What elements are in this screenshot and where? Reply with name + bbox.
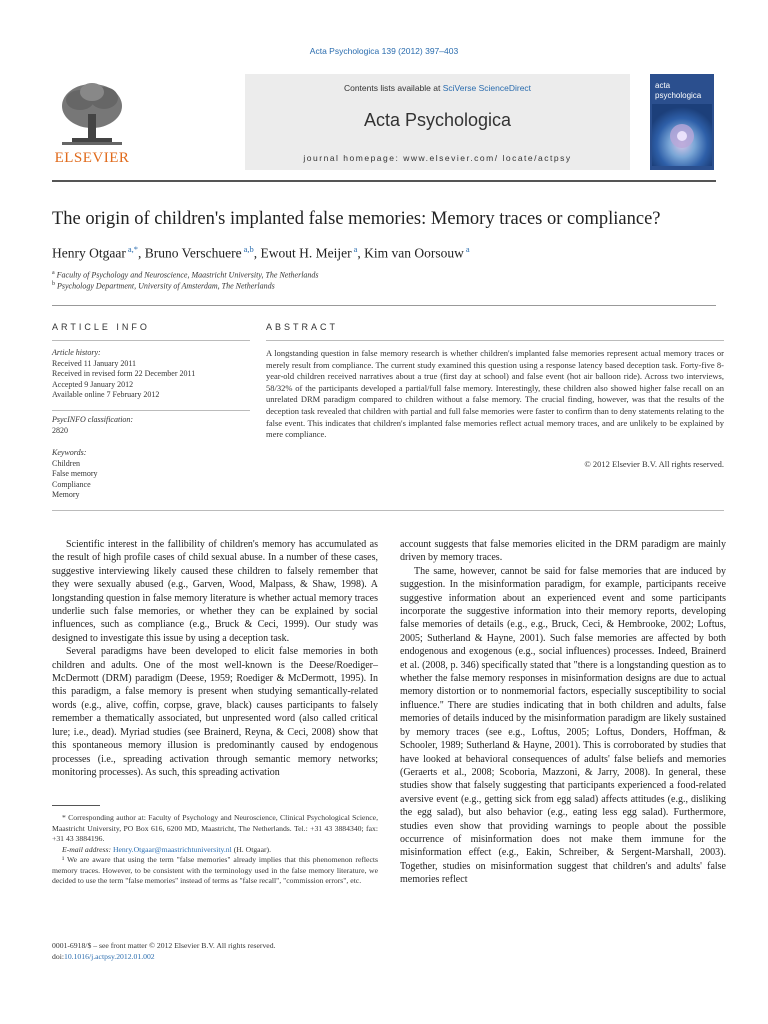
- author-affiliation-marker[interactable]: a: [465, 244, 470, 254]
- cover-title-line2: psychologica: [655, 91, 702, 100]
- abstract-bottom-rule: [52, 510, 724, 511]
- author-separator: ,: [253, 245, 261, 261]
- email-note: [52, 845, 378, 856]
- psycinfo-classification: [52, 415, 252, 436]
- section-rule: [52, 305, 716, 306]
- doi-label: doi:: [52, 952, 64, 961]
- abstract-heading: ABSTRACT: [266, 322, 339, 332]
- keywords-label: Keywords:: [52, 448, 87, 457]
- article-info-rule: [52, 410, 250, 411]
- article-title: The origin of children's implanted false memories: Memory traces or compliance?: [52, 209, 661, 229]
- sciencedirect-link[interactable]: SciVerse ScienceDirect: [442, 83, 532, 93]
- author-name[interactable]: Bruno Verschuere: [144, 245, 242, 261]
- email-label: E-mail address:: [62, 844, 113, 854]
- author-name[interactable]: Ewout H. Meijer: [260, 245, 352, 261]
- body-column-right: [400, 538, 726, 887]
- body-paragraph: Scientific interest in the fallibility of children's memory has accumulated as the result of high profile cases of child sexual abuse. In a number of these cases, suggestive interviewing likely caused these children to falsely remember that they were sexually abused (e.g., Garven, Wood, Malpass, & Shaw, 1998). A longstanding question in false memory literature is whether actual memory traces underlie such false memories, or whether they can be explained by social influences, such as compliance (e.g., Bruck & Ceci, 1999). Our study was designed to investigate this issue by using a deception task.: [52, 539, 379, 644]
- corresponding-author-note: * Corresponding author at: Faculty of Psychology and Neuroscience, Clinical Psychological Science, Maastricht University, PO Box 616, 6200 MD, Maastricht, The Netherlands. Tel.: +31 43 3884340; fax: +31 43 3884196.: [52, 813, 378, 843]
- footnote-1: ¹ We are aware that using the term "false memories" already implies that this phenomenon reflects memory traces. However, to be consistent with the terminology used in the false memory literature, we decided to use the term "false memories" instead of terms as "false recall", "commission errors", etc.: [52, 855, 378, 885]
- author-separator: ,: [357, 245, 365, 261]
- author-separator: ,: [138, 245, 145, 261]
- body-column-left: [52, 538, 378, 779]
- footnotes: [52, 813, 378, 887]
- author-list: [52, 244, 732, 262]
- doi-line: [52, 951, 382, 962]
- contents-line: [245, 83, 630, 93]
- history-revised: Received in revised form 22 December 2011: [52, 369, 196, 379]
- cover-title-line1: acta: [655, 81, 671, 90]
- psycinfo-label: PsycINFO classification:: [52, 415, 134, 424]
- history-accepted: Accepted 9 January 2012: [52, 379, 134, 389]
- author-name[interactable]: Henry Otgaar: [52, 245, 126, 261]
- contents-prefix: Contents lists available at: [343, 83, 443, 93]
- author-email-link[interactable]: Henry.Otgaar@maastrichtuniversity.nl: [112, 844, 232, 854]
- psycinfo-code: 2820: [52, 425, 68, 435]
- article-history: [52, 348, 252, 401]
- article-info-rule: [52, 340, 250, 341]
- body-paragraph: account suggests that false memories elicited in the DRM paradigm are mainly driven by memory traces.: [400, 539, 726, 564]
- abstract-rule: [266, 340, 724, 341]
- author-name[interactable]: Kim van Oorsouw: [364, 245, 464, 261]
- history-label: Article history:: [52, 348, 101, 357]
- issn-doi-block: [52, 940, 382, 962]
- abstract-copyright: © 2012 Elsevier B.V. All rights reserved.: [584, 459, 724, 469]
- issn-line: 0001-6918/$ – see front matter © 2012 Elsevier B.V. All rights reserved.: [52, 941, 276, 950]
- keyword: False memory: [52, 469, 98, 479]
- email-suffix: (H. Otgaar).: [231, 844, 272, 854]
- abstract-text: A longstanding question in false memory research is whether children's implanted false memories represent actual memory traces or merely result from compliance. The current study examined this question using a response latency based deception task. Forty-five 8-year-old children received narratives about a true (first day at school) and false event (hot air balloon ride). Across two interviews, 58/32% of the participants developed a partial/full false memory. Interestingly, these children also showed higher false recall on an unrelated DRM paradigm compared to children without a false memory. The crucial finding, however, was that the results of the deception task revealed that children with partial and full false memories were faster to confirm than to deny statements relating to the false event. This indicates that children's implanted false memories reflect actual memory traces, and are unlikely to be explained by mere compliance.: [266, 348, 724, 440]
- body-paragraph: Several paradigms have been developed to elicit false memories in both children and adults. One of the most well-known is the Deese/Roediger–McDermott (DRM) paradigm (Deese, 1959; Roediger & McDermott, 1995). In this paradigm, a false memory is present when studying semantically-related words (e.g., alive, coffin, corpse, grave, black) causes participants to falsely remember a thematically associated, but unpresented word (also called critical lure; i.e., dead). Myriad studies (see Brainerd, Reyna, & Ceci, 2008) show that this spontaneous memory illusion is predominantly caused by endogenous processes (i.e., spreading activation through semantic memory networks; monitoring processes). As such, this spreading activation: [52, 646, 378, 778]
- footnote-rule: [52, 805, 100, 806]
- journal-cover-image: [650, 74, 714, 170]
- header-rule: [52, 180, 716, 182]
- keyword: Children: [52, 458, 80, 468]
- keyword: Memory: [52, 490, 80, 500]
- journal-title: Acta Psychologica: [363, 110, 512, 130]
- affiliation-a: $^a$ Faculty of Psychology and Neuroscience, Maastricht University, The Netherlands: [52, 270, 319, 280]
- keywords-block: [52, 448, 252, 501]
- author-affiliation-marker[interactable]: a: [353, 244, 358, 254]
- article-info-heading: ARTICLE INFO: [52, 322, 150, 332]
- author-affiliation-marker[interactable]: a,b: [243, 244, 254, 254]
- body-paragraph: The same, however, cannot be said for false memories that are induced by suggestion. In the misinformation paradigm, for example, participants receive suggestive information about an experienced event and some participants incorporate the suggestive information into their memory reports, developing false memories of details (e.g., e.g., Bruck, Ceci, & Hembrooke, 2002; Loftus, 2005; Sutherland & Hayne, 2001). Such false memories are affected by both endogenous and exogenous (e.g., social influences) processes. Indeed, Brainerd et al. (2008, p. 346) specifically stated that "there is a longstanding question as to whether the false memory responses in misinformation designs are due to actual memory distortion or to nonmemorial factors, especially susceptibility to social influence." There are studies indicating that in both children and adults, false memories of details induced by the misinformation paradigm are likely sustained by memory traces (see e.g., Loftus, 2005; Loftus, Donders, Hoffman, & Schooler, 1989; Sutherland & Hayne, 2001). This is corroborated by studies that have looked at behavioral consequences of adults' false beliefs and memories (Geraerts et al., 2008; Scoboria, Mazzoni, & Jarry, 2008). In general, these studies show that falsely suggesting that participants experienced a food-related aversive event (e.g., getting sick from egg salad) affects attitudes (e.g., disliking the egg salad), but also behavior (e.g., eating less egg salad). Furthermore, studies even show that providing warnings to people about the possible occurrence of misinformation does not make them immune for the misinformation effect (e.g., Eakin, Schreiber, & Sergent-Marshall, 2003). Together, studies on misinformation suggest that children's and adults' false memories reflect: [400, 565, 726, 886]
- history-received: Received 11 January 2011: [52, 358, 137, 368]
- journal-homepage[interactable]: journal homepage: www.elsevier.com/ locate/actpsy: [303, 153, 572, 163]
- history-online: Available online 7 February 2012: [52, 390, 160, 400]
- journal-reference[interactable]: Acta Psychologica 139 (2012) 397–403: [309, 46, 459, 56]
- keyword: Compliance: [52, 479, 91, 489]
- affiliation-b: $^b$ Psychology Department, University of Amsterdam, The Netherlands: [52, 281, 275, 291]
- doi-link[interactable]: 10.1016/j.actpsy.2012.01.002: [63, 952, 155, 961]
- elsevier-wordmark: ELSEVIER: [54, 150, 130, 166]
- author-affiliation-marker[interactable]: a,*: [127, 244, 138, 254]
